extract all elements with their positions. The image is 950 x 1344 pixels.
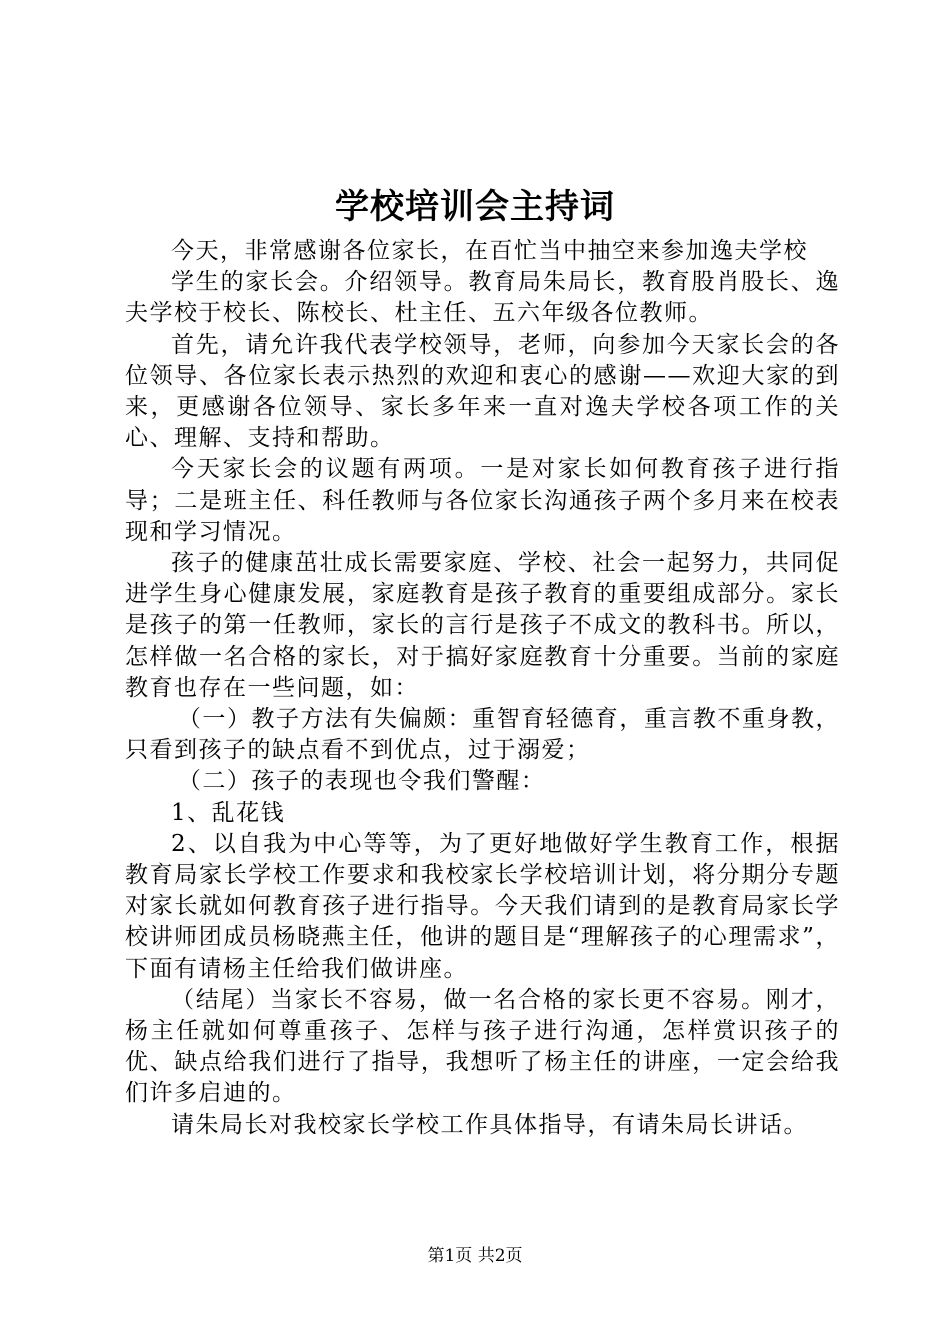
list-item-self-centered: 2、以自我为中心等等，为了更好地做好学生教育工作，根据教育局家长学校工作要求和我校家长学校培训计划，将分期分专题对家长就如何教育孩子进行指导。今天我们请到的是教育局家长学校讲师团成员杨晓燕主任，他讲的题目是“理解孩子的心理需求”，下面有请杨主任给我们做讲座。 xyxy=(125,830,840,982)
paragraph-greeting: 今天，非常感谢各位家长，在百忙当中抽空来参加逸夫学校 xyxy=(171,238,808,264)
paragraph-welcome: 首先，请允许我代表学校领导，老师，向参加今天家长会的各位领导、各位家长表示热烈的欢迎和衷心的感谢——欢迎大家的到来，更感谢各位领导、家长多年来一直对逸夫学校各项工作的关心、理解、支持和帮助。 xyxy=(125,331,840,452)
paragraph-closing: （结尾）当家长不容易，做一名合格的家长更不容易。刚才，杨主任就如何尊重孩子、怎样与孩子进行沟通，怎样赏识孩子的优、缺点给我们进行了指导，我想听了杨主任的讲座，一定会给我们许多启迪的。 xyxy=(125,986,840,1107)
document-body xyxy=(125,236,840,1141)
paragraph-introduce-leaders: 学生的家长会。介绍领导。教育局朱局长，教育股肖股长、逸夫学校于校长、陈校长、杜主任、五六年级各位教师。 xyxy=(125,269,840,327)
document-title: 学校培训会主持词 xyxy=(335,187,615,227)
list-item-spending: 1、乱花钱 xyxy=(171,799,286,826)
paragraph-agenda: 今天家长会的议题有两项。一是对家长如何教育孩子进行指导；二是班主任、科任教师与各位家长沟通孩子两个多月来在校表现和学习情况。 xyxy=(125,456,840,545)
paragraph-invite-speech: 请朱局长对我校家长学校工作具体指导，有请朱局长讲话。 xyxy=(171,1111,808,1138)
paragraph-problem-one: （一）教子方法有失偏颇：重智育轻德育，重言教不重身教，只看到孩子的缺点看不到优点，过于溺爱； xyxy=(125,706,840,764)
paragraph-problem-two: （二）孩子的表现也令我们警醒： xyxy=(177,768,546,795)
paragraph-family-education: 孩子的健康茁壮成长需要家庭、学校、社会一起努力，共同促进学生身心健康发展，家庭教育是孩子教育的重要组成部分。家长是孩子的第一任教师，家长的言行是孩子不成文的教科书。所以，怎样做一名合格的家长，对于搞好家庭教育十分重要。当前的家庭教育也存在一些问题，如： xyxy=(125,550,840,701)
page-footer: 第1页 共2页 xyxy=(427,1246,523,1266)
